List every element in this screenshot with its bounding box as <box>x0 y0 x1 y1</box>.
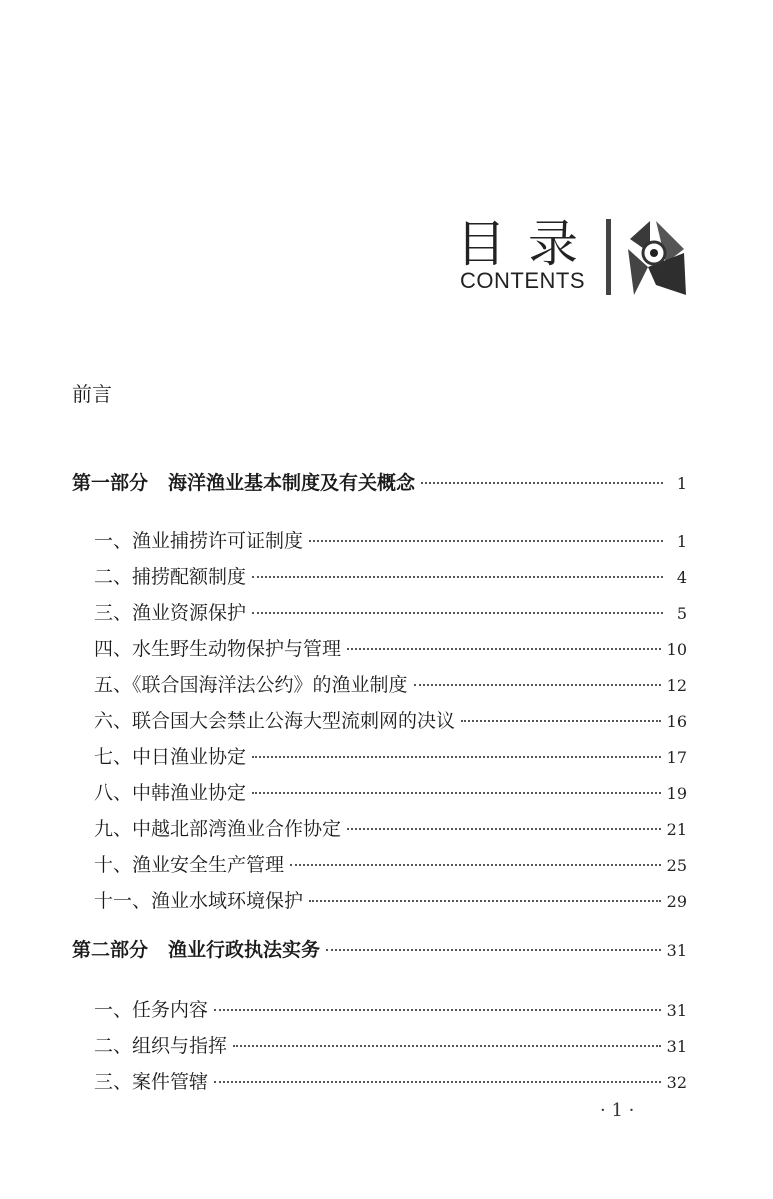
toc-page-number: 31 <box>666 941 687 960</box>
dot-leader <box>252 612 663 614</box>
toc-entry-label: 二、捕捞配额制度 <box>94 566 247 588</box>
dot-leader <box>347 648 661 650</box>
toc-entry-label: 第二部分 <box>72 939 149 961</box>
toc-part-2[interactable] <box>72 935 687 962</box>
toc-chapter-item[interactable] <box>94 742 687 769</box>
dot-leader <box>414 684 661 686</box>
dot-leader <box>347 828 661 830</box>
toc-entry-label: 六、联合国大会禁止公海大型流刺网的决议 <box>94 710 456 732</box>
page-title-english: CONTENTS <box>460 268 585 293</box>
toc-page-number: 19 <box>666 784 687 803</box>
toc-page-number: 17 <box>666 748 687 767</box>
dot-leader <box>233 1045 661 1047</box>
toc-chapter-item[interactable] <box>94 850 687 877</box>
toc-entry-label: 十、渔业安全生产管理 <box>94 854 285 876</box>
toc-chapter-item[interactable] <box>94 778 687 805</box>
toc-chapter-item[interactable] <box>94 562 687 589</box>
toc-entry-label: 三、渔业资源保护 <box>94 602 247 624</box>
toc-chapter-item[interactable] <box>94 886 687 913</box>
toc-chapter-item[interactable] <box>94 706 687 733</box>
toc-page-number: 25 <box>666 856 687 875</box>
dot-leader <box>252 756 661 758</box>
toc-page-number: 1 <box>676 532 687 551</box>
toc-entry-label: 八、中韩渔业协定 <box>94 782 247 804</box>
toc-chapter-item[interactable] <box>94 598 687 625</box>
dot-leader <box>461 720 661 722</box>
toc-entry-label: 五、《联合国海洋法公约》的渔业制度 <box>94 674 408 696</box>
page-number-footer: · 1 · <box>600 1100 635 1121</box>
toc-page-number: 12 <box>666 676 687 695</box>
dot-leader <box>290 864 661 866</box>
toc-entry-label: 九、中越北部湾渔业合作协定 <box>94 818 342 840</box>
toc-preface[interactable]: 前言 <box>72 382 112 406</box>
toc-page-number: 31 <box>666 1037 687 1056</box>
dot-leader <box>214 1081 661 1083</box>
toc-chapter-item[interactable] <box>94 670 687 697</box>
toc-chapter-item[interactable] <box>94 1031 687 1058</box>
toc-chapter-item[interactable] <box>94 526 687 553</box>
toc-part-1[interactable] <box>72 468 687 495</box>
dot-leader <box>421 482 663 484</box>
toc-entry-label: 十一、渔业水域环境保护 <box>94 890 304 912</box>
dot-leader <box>309 540 663 542</box>
dot-leader <box>214 1009 661 1011</box>
page-title: 目录 <box>456 215 600 273</box>
toc-page-number: 5 <box>676 604 687 623</box>
toc-page-number: 16 <box>666 712 687 731</box>
toc-entry-label: 第一部分 <box>72 472 149 494</box>
toc-entry-label: 二、组织与指挥 <box>94 1035 228 1057</box>
toc-entry-title: 渔业行政执法实务 <box>168 939 321 961</box>
dot-leader <box>326 949 661 951</box>
toc-page-number: 10 <box>666 640 687 659</box>
toc-entry-label: 一、渔业捕捞许可证制度 <box>94 530 304 552</box>
toc-page-number: 31 <box>666 1001 687 1020</box>
toc-page-number: 4 <box>676 568 687 587</box>
toc-page-number: 21 <box>666 820 687 839</box>
toc-entry-label: 七、中日渔业协定 <box>94 746 247 768</box>
toc-entry-label: 一、任务内容 <box>94 999 209 1021</box>
toc-entry-label: 三、案件管辖 <box>94 1071 209 1093</box>
toc-chapter-item[interactable] <box>94 814 687 841</box>
dot-leader <box>309 900 661 902</box>
toc-page-number: 32 <box>666 1073 687 1092</box>
toc-page-number: 29 <box>666 892 687 911</box>
toc-entry-title: 海洋渔业基本制度及有关概念 <box>168 472 416 494</box>
toc-chapter-item[interactable] <box>94 634 687 661</box>
dot-leader <box>252 576 663 578</box>
dot-leader <box>252 792 661 794</box>
toc-entry-label: 四、水生野生动物保护与管理 <box>94 638 342 660</box>
toc-page-number: 1 <box>676 474 687 493</box>
toc-chapter-item[interactable] <box>94 1067 687 1094</box>
toc-chapter-item[interactable] <box>94 995 687 1022</box>
